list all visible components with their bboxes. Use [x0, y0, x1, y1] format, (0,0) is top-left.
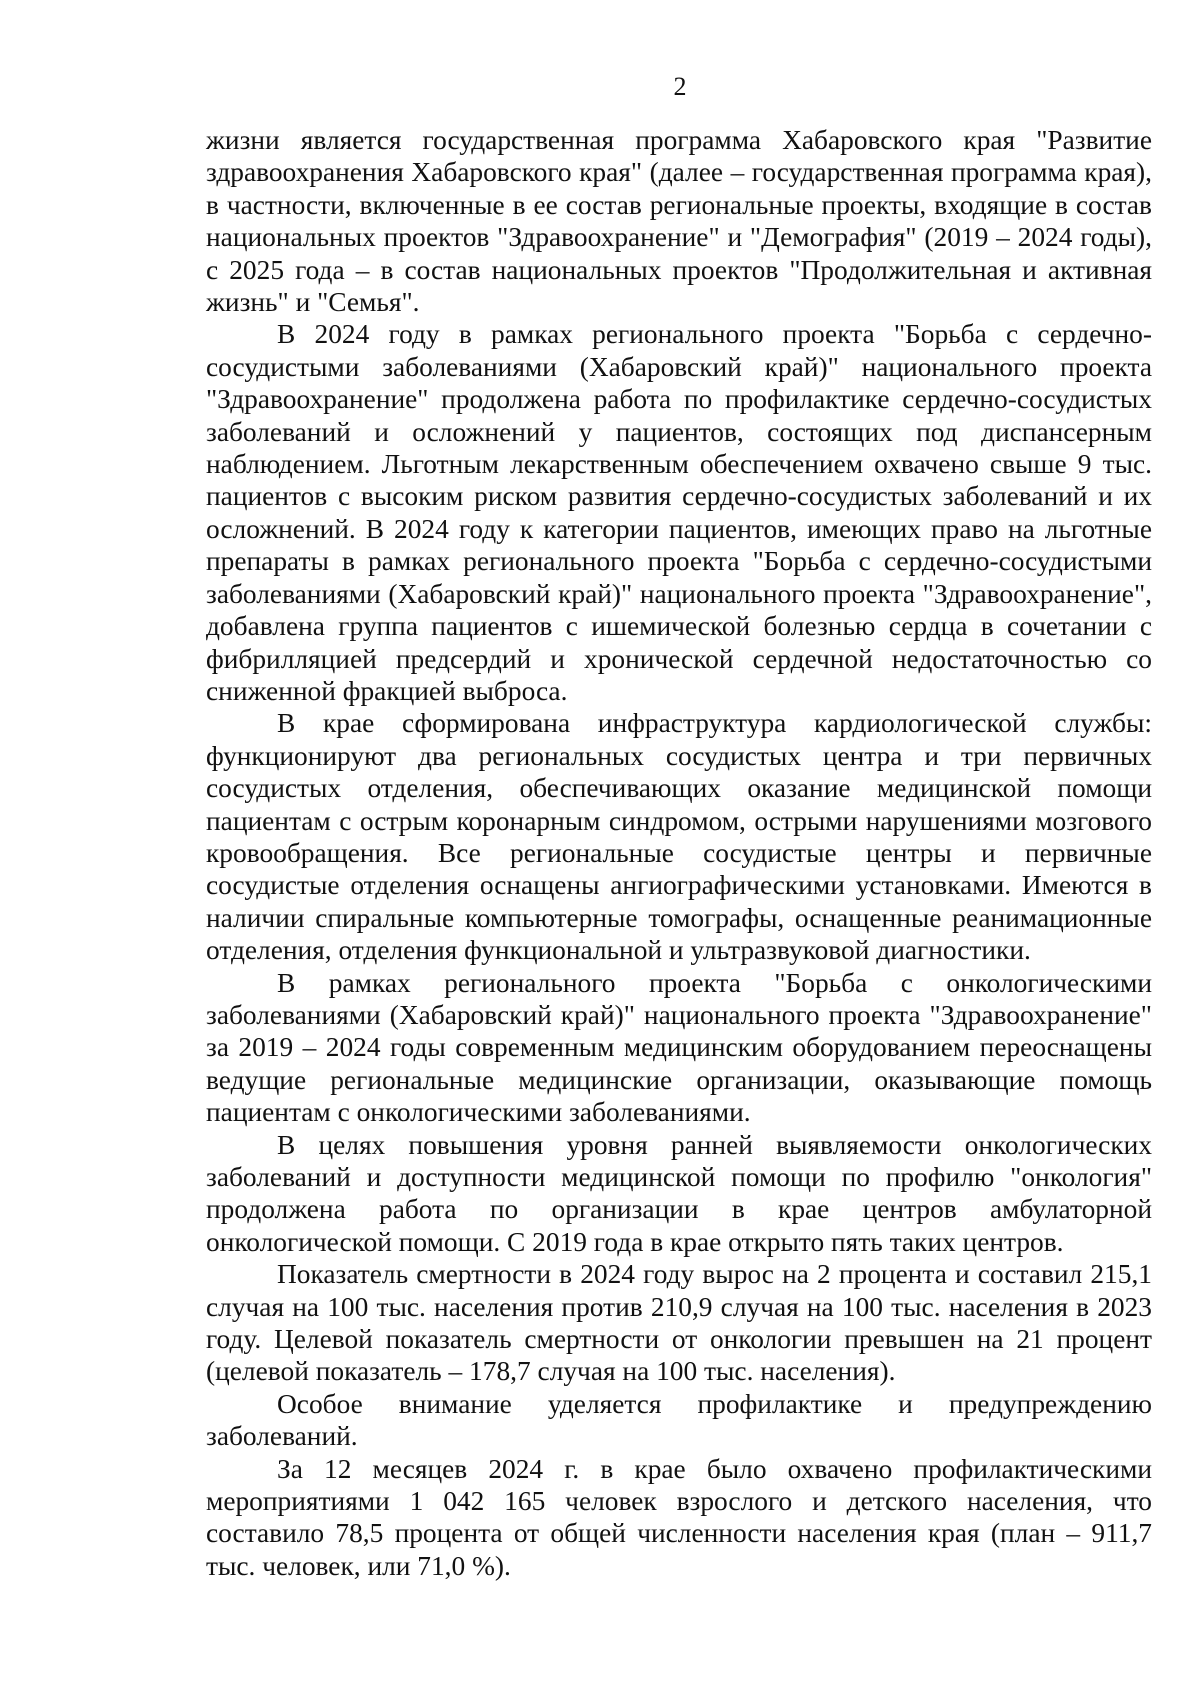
paragraph-1: жизни является государственная программа Хабаровского края "Развитие здравоохранения Хабаровского края" (далее – государственная программа края), в частности, включенные в ее состав региональные проекты, входящие в состав национальных проектов "Здравоохранение" и "Демография" (2019 – 2024 годы), с 2025 года – в состав национальных проектов "Продолжительная и активная жизнь" и "Семья".	[206, 125, 1152, 318]
document-body	[206, 124, 1152, 1582]
paragraph-5: В целях повышения уровня ранней выявляемости онкологических заболеваний и доступности медицинской помощи по профилю "онкология" продолжена работа по организации в крае центров амбулаторной онкологической помощи. С 2019 года в крае открыто пять таких центров.	[206, 1129, 1152, 1257]
paragraph-4: В рамках регионального проекта "Борьба с онкологическими заболеваниями (Хабаровский край)" национального проекта "Здравоохранение" за 2019 – 2024 годы современным медицинским оборудованием переоснащены ведущие региональные медицинские организации, оказывающие помощь пациентам с онкологическими заболеваниями.	[206, 967, 1152, 1128]
page-number: 2	[673, 72, 687, 101]
paragraph-6: Показатель смертности в 2024 году вырос на 2 процента и составил 215,1 случая на 100 тыс. населения против 210,9 случая на 100 тыс. населения в 2023 году. Целевой показатель смертности от онкологии превышен на 21 процент (целевой показатель – 178,7 случая на 100 тыс. населения).	[206, 1259, 1152, 1387]
paragraph-3: В крае сформирована инфраструктура кардиологической службы: функционируют два региональных сосудистых центра и три первичных сосудистых отделения, обеспечивающих оказание медицинской помощи пациентам с острым коронарным синдромом, острыми нарушениями мозгового кровообращения. Все региональные сосудистые центры и первичные сосудистые отделения оснащены ангиографическими установками. Имеются в наличии спиральные компьютерные томографы, оснащенные реанимационные отделения, отделения функциональной и ультразвуковой диагностики.	[206, 708, 1152, 966]
paragraph-2: В 2024 году в рамках регионального проекта "Борьба с сердечно-сосудистыми заболеваниями (Хабаровский край)" национального проекта "Здравоохранение" продолжена работа по профилактике сердечно-сосудистых заболеваний и осложнений у пациентов, состоящих под диспансерным наблюдением. Льготным лекарственным обеспечением охвачено свыше 9 тыс. пациентов с высоким риском развития сердечно-сосудистых заболеваний и их осложнений. В 2024 году к категории пациентов, имеющих право на льготные препараты в рамках регионального проекта "Борьба с сердечно-сосудистыми заболеваниями (Хабаровский край)" национального проекта "Здравоохранение", добавлена группа пациентов с ишемической болезнью сердца в сочетании с фибрилляцией предсердий и хронической сердечной недостаточностью со сниженной фракцией выброса.	[206, 319, 1152, 706]
paragraph-7: Особое внимание уделяется профилактике и предупреждению заболеваний.	[206, 1388, 1152, 1452]
paragraph-8: За 12 месяцев 2024 г. в крае было охвачено профилактическими мероприятиями 1 042 165 человек взрослого и детского населения, что составило 78,5 процента от общей численности населения края (план – 911,7 тыс. человек, или 71,0 %).	[206, 1453, 1152, 1581]
